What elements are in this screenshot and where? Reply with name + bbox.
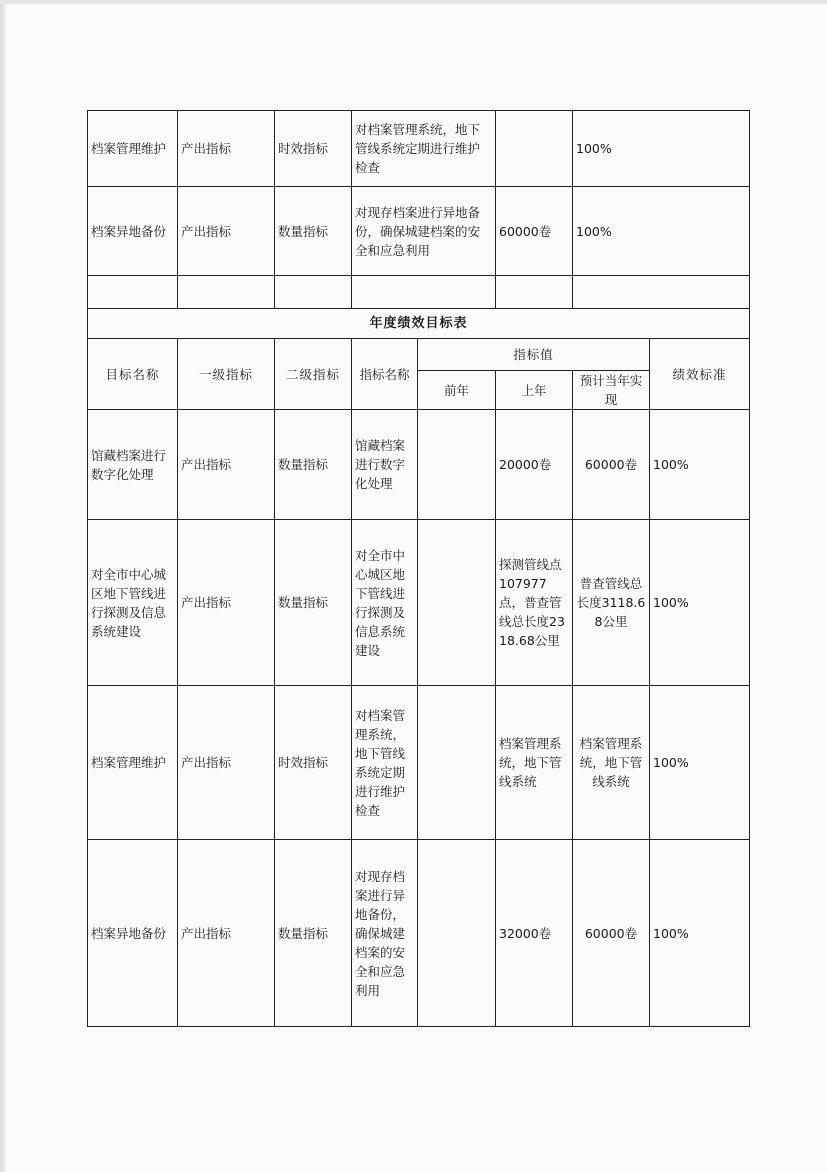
indicator-table-continued [87, 110, 750, 309]
table-row [88, 840, 750, 1027]
header-prev-year: 前年 [418, 371, 496, 410]
table-row [88, 111, 750, 187]
table-title: 年度绩效目标表 [88, 309, 750, 339]
standard-cell: 100% [573, 111, 750, 187]
last-cell: 档案管理系统，地下管线系统 [496, 686, 573, 840]
goal-cell: 对全市中心城区地下管线进行探测及信息系统建设 [88, 520, 178, 686]
header-last-year: 上年 [496, 371, 573, 410]
indicator-cell: 对现存档案进行异地备份，确保城建档案的安全和应急利用 [352, 187, 496, 276]
table-row [88, 520, 750, 686]
level2-cell [275, 276, 352, 309]
expected-cell: 60000卷 [573, 410, 650, 520]
goal-cell: 档案异地备份 [88, 840, 178, 1027]
level2-cell: 时效指标 [275, 111, 352, 187]
level1-cell: 产出指标 [178, 111, 275, 187]
level2-cell: 数量指标 [275, 410, 352, 520]
table-row [88, 686, 750, 840]
scan-edge-top [0, 0, 827, 4]
standard-cell [573, 276, 750, 309]
header-standard: 绩效标准 [650, 339, 750, 410]
last-cell: 探测管线点107977点，普查管线总长度2318.68公里 [496, 520, 573, 686]
indicator-cell: 馆藏档案进行数字化处理 [352, 410, 418, 520]
level2-cell: 数量指标 [275, 840, 352, 1027]
indicator-cell: 对现存档案进行异地备份，确保城建档案的安全和应急利用 [352, 840, 418, 1027]
level1-cell: 产出指标 [178, 520, 275, 686]
indicator-cell: 对全市中心城区地下管线进行探测及信息系统建设 [352, 520, 418, 686]
indicator-cell: 对档案管理系统，地下管线系统定期进行维护检查 [352, 686, 418, 840]
level1-cell: 产出指标 [178, 840, 275, 1027]
goal-cell: 档案管理维护 [88, 111, 178, 187]
standard-cell: 100% [650, 840, 750, 1027]
header-indicator-value: 指标值 [418, 339, 650, 371]
header-level2: 二级指标 [275, 339, 352, 410]
level2-cell: 时效指标 [275, 686, 352, 840]
header-row [88, 339, 750, 371]
standard-cell: 100% [650, 410, 750, 520]
indicator-cell [352, 276, 496, 309]
expected-cell: 普查管线总长度3118.68公里 [573, 520, 650, 686]
expected-cell: 60000卷 [573, 840, 650, 1027]
prev-cell [418, 686, 496, 840]
indicator-cell: 对档案管理系统，地下管线系统定期进行维护检查 [352, 111, 496, 187]
standard-cell: 100% [573, 187, 750, 276]
expected-cell: 档案管理系统，地下管线系统 [573, 686, 650, 840]
prev-cell [418, 840, 496, 1027]
header-expected: 预计当年实现 [573, 371, 650, 410]
prev-cell [418, 520, 496, 686]
standard-cell: 100% [650, 520, 750, 686]
level1-cell: 产出指标 [178, 410, 275, 520]
table-title-row [88, 309, 750, 339]
last-cell: 32000卷 [496, 840, 573, 1027]
table-row-empty [88, 276, 750, 309]
goal-cell: 档案异地备份 [88, 187, 178, 276]
level1-cell: 产出指标 [178, 686, 275, 840]
last-cell: 20000卷 [496, 410, 573, 520]
table-row [88, 187, 750, 276]
scan-edge-left [0, 0, 6, 1172]
level1-cell: 产出指标 [178, 187, 275, 276]
value-cell: 60000卷 [496, 187, 573, 276]
level1-cell [178, 276, 275, 309]
table-row [88, 410, 750, 520]
prev-cell [418, 410, 496, 520]
header-indicator-name: 指标名称 [352, 339, 418, 410]
standard-cell: 100% [650, 686, 750, 840]
goal-cell [88, 276, 178, 309]
header-level1: 一级指标 [178, 339, 275, 410]
level2-cell: 数量指标 [275, 187, 352, 276]
value-cell [496, 111, 573, 187]
goal-cell: 馆藏档案进行数字化处理 [88, 410, 178, 520]
header-goal-name: 目标名称 [88, 339, 178, 410]
goal-cell: 档案管理维护 [88, 686, 178, 840]
annual-performance-table [87, 308, 750, 1027]
level2-cell: 数量指标 [275, 520, 352, 686]
value-cell [496, 276, 573, 309]
